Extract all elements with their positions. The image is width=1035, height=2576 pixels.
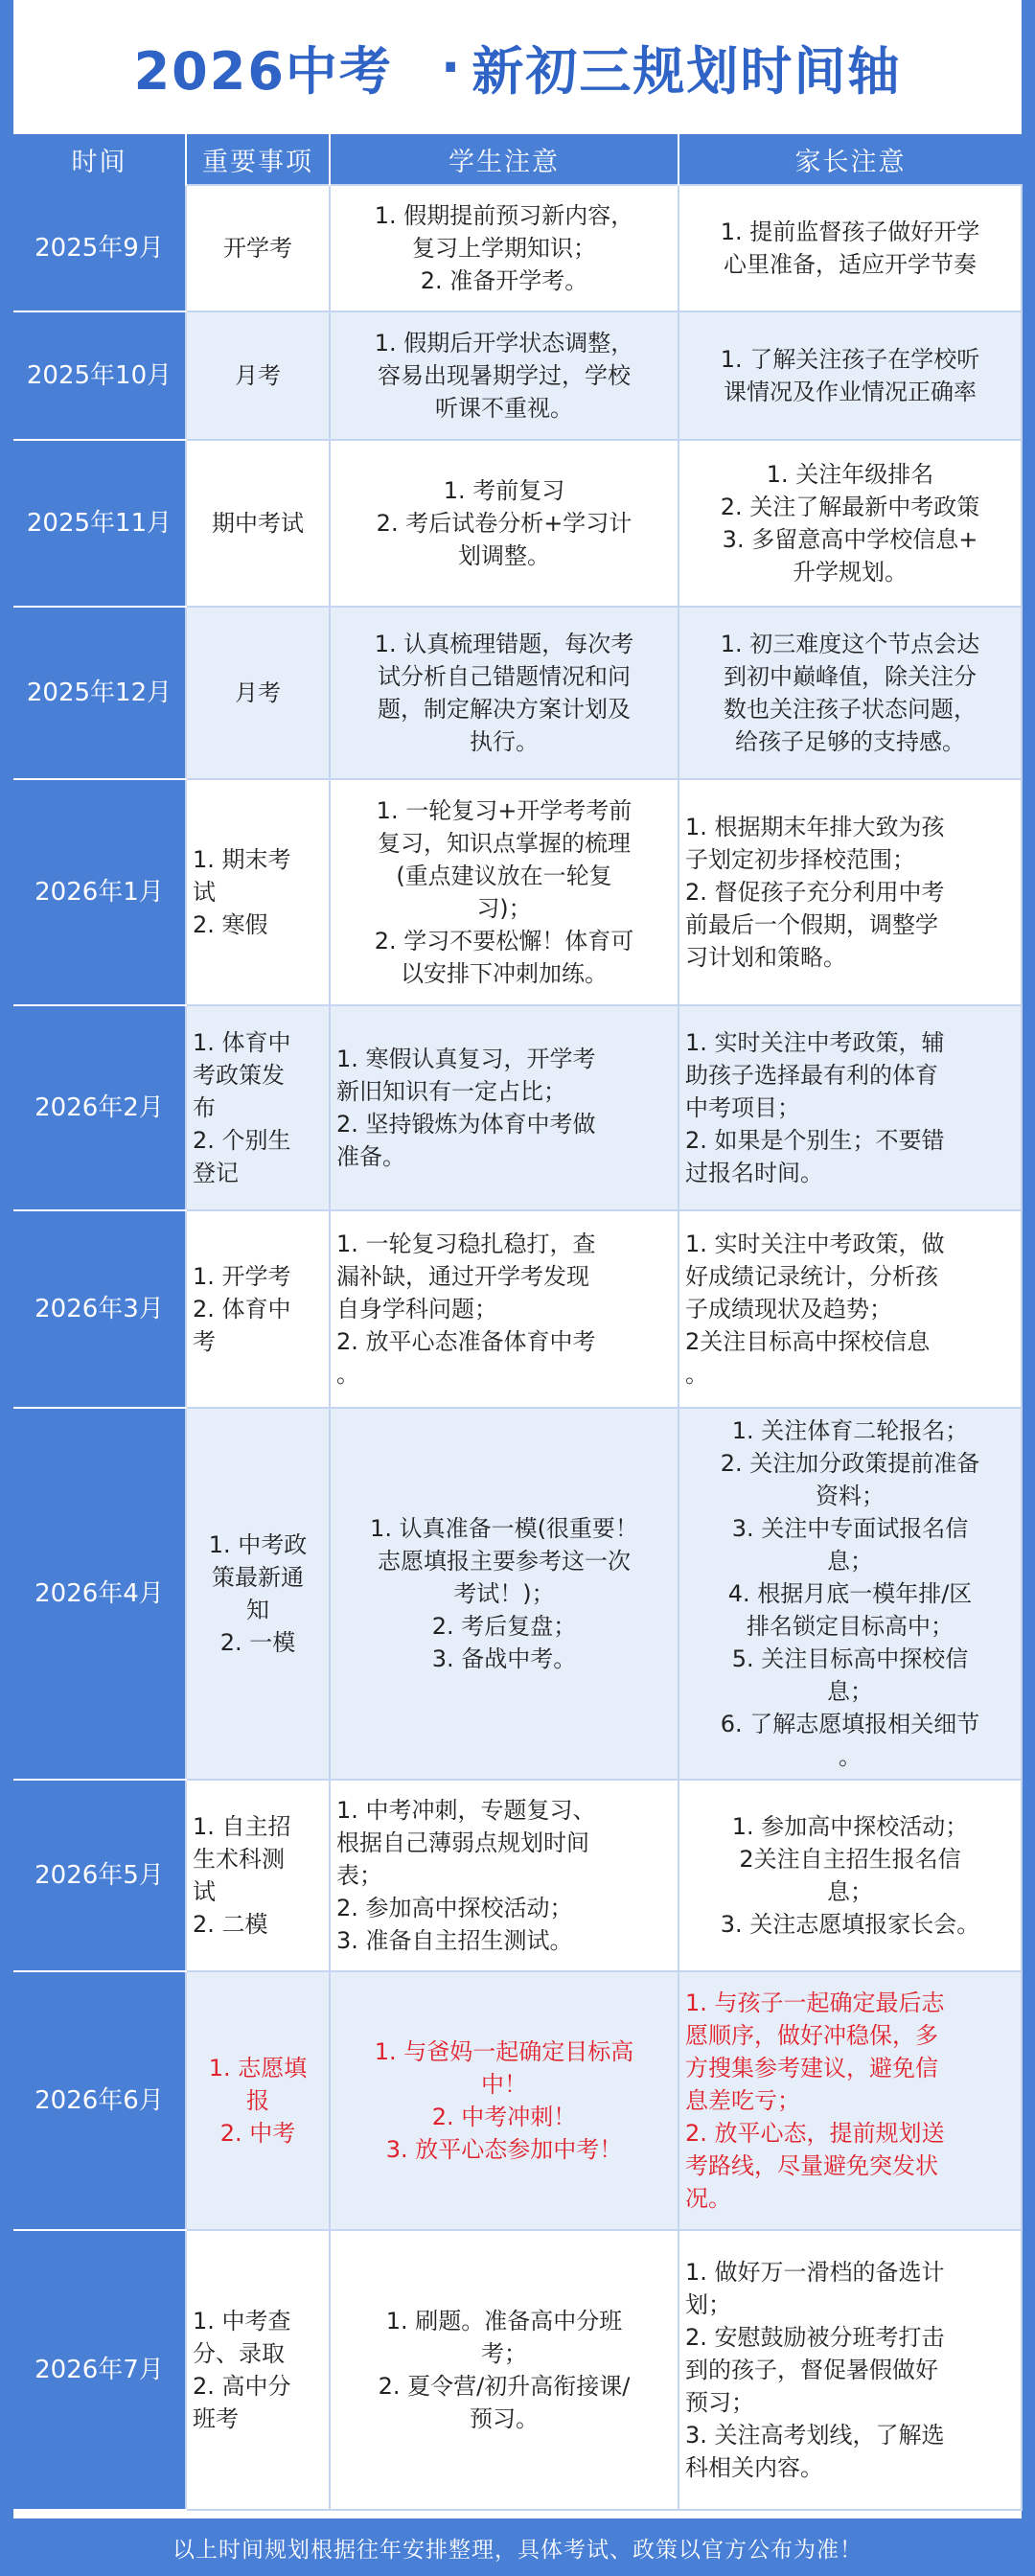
row-time: 2025年9月	[13, 185, 186, 311]
row-parent-note: 1. 根据期末年排大致为孩 子划定初步择校范围； 2. 督促孩子充分利用中考 前最后一个假期，调整学 习计划和策略。	[678, 779, 1022, 1005]
row-time: 2026年3月	[13, 1210, 186, 1408]
table-row	[13, 2230, 1022, 2510]
row-event: 月考	[186, 311, 330, 440]
title-dot: ·	[440, 36, 463, 98]
header-event: 重要事项	[186, 134, 330, 185]
row-time: 2026年6月	[13, 1971, 186, 2230]
footer-note: 以上时间规划根据往年安排整理，具体考试、政策以官方公布为准！	[0, 2518, 1035, 2576]
table-row	[13, 779, 1022, 1005]
table-row	[13, 1210, 1022, 1408]
row-student-note: 1. 考前复习 2. 考后试卷分析+学习计 划调整。	[330, 440, 678, 607]
table-row	[13, 1780, 1022, 1971]
row-event: 1. 体育中 考政策发 布 2. 个别生 登记	[186, 1005, 330, 1210]
table-row	[13, 311, 1022, 440]
row-time: 2026年2月	[13, 1005, 186, 1210]
table-row	[13, 440, 1022, 607]
table-row-highlight	[13, 1971, 1022, 2230]
row-student-note: 1. 认真准备一模(很重要！ 志愿填报主要参考这一次 考试！)； 2. 考后复盘； 3. 备战中考。	[330, 1408, 678, 1780]
row-parent-note: 1. 做好万一滑档的备选计 划； 2. 安慰鼓励被分班考打击 到的孩子，督促暑假做好 预习； 3. 关注高考划线，了解选 科相关内容。	[678, 2230, 1022, 2510]
row-event: 开学考	[186, 185, 330, 311]
table-row	[13, 607, 1022, 779]
header-student: 学生注意	[330, 134, 678, 185]
title-year: 2026中考	[133, 40, 393, 102]
row-event: 1. 自主招 生术科测 试 2. 二模	[186, 1780, 330, 1971]
row-event: 月考	[186, 607, 330, 779]
row-event: 期中考试	[186, 440, 330, 607]
table-row	[13, 1005, 1022, 1210]
row-parent-note: 1. 实时关注中考政策，辅 助孩子选择最有利的体育 中考项目； 2. 如果是个别生；不要错 过报名时间。	[678, 1005, 1022, 1210]
row-time: 2026年5月	[13, 1780, 186, 1971]
row-time: 2025年11月	[13, 440, 186, 607]
row-student-note: 1. 一轮复习+开学考考前 复习，知识点掌握的梳理 (重点建议放在一轮复 习)； 2. 学习不要松懈！体育可 以安排下冲刺加练。	[330, 779, 678, 1005]
row-time: 2026年1月	[13, 779, 186, 1005]
row-time: 2026年4月	[13, 1408, 186, 1780]
row-time: 2025年12月	[13, 607, 186, 779]
row-parent-note: 1. 关注体育二轮报名； 2. 关注加分政策提前准备 资料； 3. 关注中专面试报名信 息； 4. 根据月底一模年排/区 排名锁定目标高中； 5. 关注目标高中探校信 息； 6. 了解志愿填报相关细节 。	[678, 1408, 1022, 1780]
row-student-note: 1. 与爸妈一起确定目标高 中！ 2. 中考冲刺！ 3. 放平心态参加中考！	[330, 1971, 678, 2230]
table-row	[13, 1408, 1022, 1780]
row-parent-note: 1. 了解关注孩子在学校听 课情况及作业情况正确率	[678, 311, 1022, 440]
row-time: 2026年7月	[13, 2230, 186, 2510]
row-event: 1. 中考查 分、录取 2. 高中分 班考	[186, 2230, 330, 2510]
row-student-note: 1. 认真梳理错题，每次考 试分析自己错题情况和问 题，制定解决方案计划及 执行。	[330, 607, 678, 779]
row-time: 2025年10月	[13, 311, 186, 440]
row-parent-note: 1. 提前监督孩子做好开学 心里准备，适应开学节奏	[678, 185, 1022, 311]
table-row	[13, 185, 1022, 311]
row-parent-note: 1. 实时关注中考政策，做 好成绩记录统计，分析孩 子成绩现状及趋势； 2关注目标高中探校信息 。	[678, 1210, 1022, 1408]
title-main: 新初三规划时间轴	[472, 40, 902, 102]
row-parent-note: 1. 初三难度这个节点会达 到初中巅峰值，除关注分 数也关注孩子状态问题， 给孩子足够的支持感。	[678, 607, 1022, 779]
timeline-table	[13, 134, 1023, 2511]
row-event: 1. 中考政 策最新通 知 2. 一模	[186, 1408, 330, 1780]
row-parent-note: 1. 关注年级排名 2. 关注了解最新中考政策 3. 多留意高中学校信息+ 升学规划。	[678, 440, 1022, 607]
row-parent-note: 1. 参加高中探校活动； 2关注自主招生报名信 息； 3. 关注志愿填报家长会。	[678, 1780, 1022, 1971]
header-time: 时间	[13, 134, 186, 185]
row-student-note: 1. 假期后开学状态调整， 容易出现暑期学过，学校 听课不重视。	[330, 311, 678, 440]
header-parent: 家长注意	[678, 134, 1022, 185]
row-student-note: 1. 刷题。准备高中分班 考； 2. 夏令营/初升高衔接课/ 预习。	[330, 2230, 678, 2510]
row-student-note: 1. 假期提前预习新内容， 复习上学期知识； 2. 准备开学考。	[330, 185, 678, 311]
page-title	[13, 0, 1022, 134]
row-event: 1. 志愿填 报 2. 中考	[186, 1971, 330, 2230]
row-parent-note: 1. 与孩子一起确定最后志 愿顺序，做好冲稳保，多 方搜集参考建议，避免信 息差吃亏； 2. 放平心态，提前规划送 考路线，尽量避免突发状 况。	[678, 1971, 1022, 2230]
table-header-row	[13, 134, 1022, 185]
row-student-note: 1. 一轮复习稳扎稳打，查 漏补缺，通过开学考发现 自身学科问题； 2. 放平心态准备体育中考 。	[330, 1210, 678, 1408]
row-event: 1. 开学考 2. 体育中 考	[186, 1210, 330, 1408]
row-student-note: 1. 寒假认真复习，开学考 新旧知识有一定占比； 2. 坚持锻炼为体育中考做 准备。	[330, 1005, 678, 1210]
row-event: 1. 期末考 试 2. 寒假	[186, 779, 330, 1005]
row-student-note: 1. 中考冲刺，专题复习、 根据自己薄弱点规划时间 表； 2. 参加高中探校活动； 3. 准备自主招生测试。	[330, 1780, 678, 1971]
